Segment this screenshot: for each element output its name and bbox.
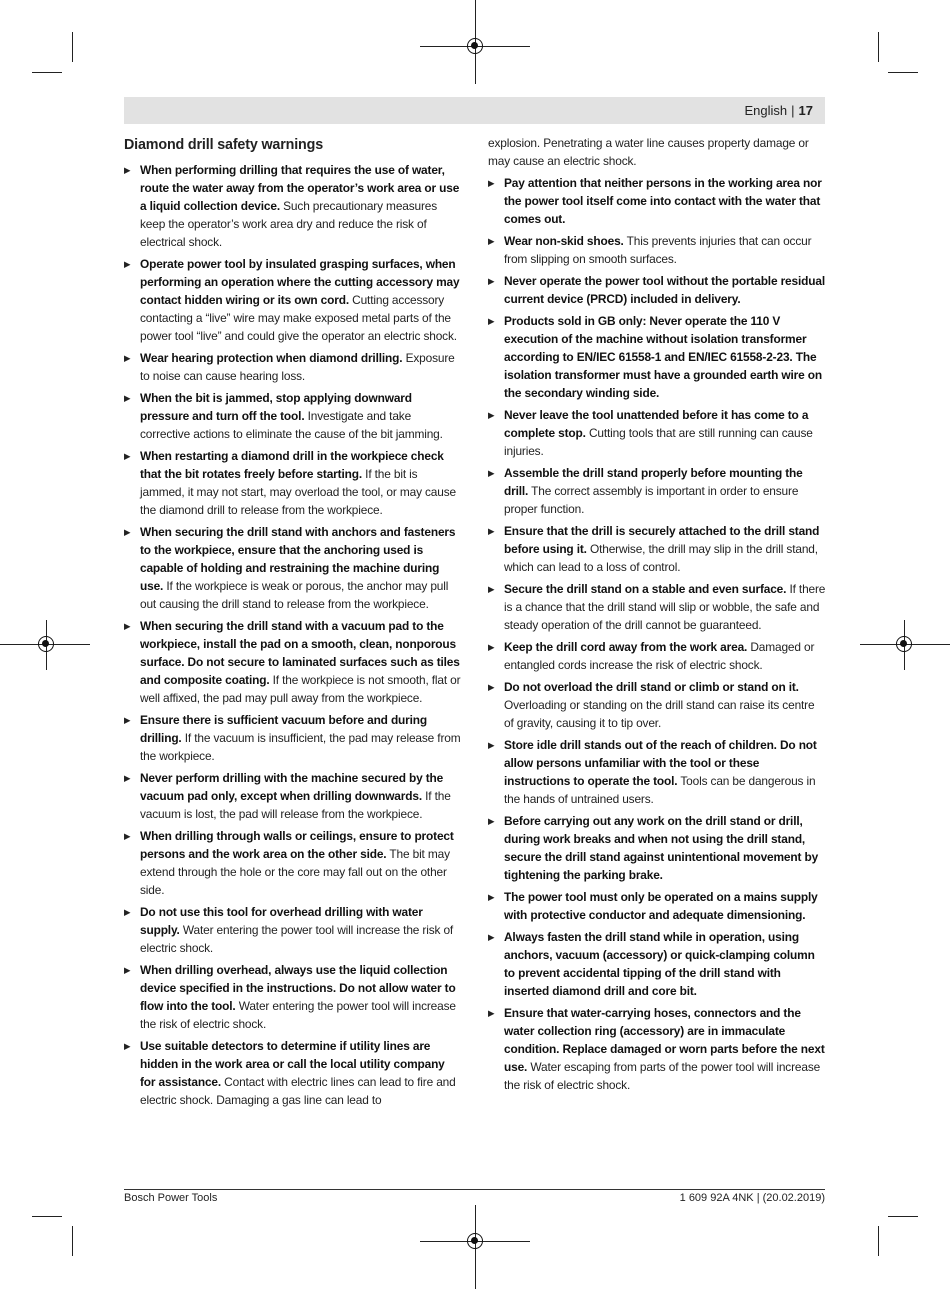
warning-item	[488, 736, 826, 808]
warning-bold: Products sold in GB only: Never operate the 110 V execution of the machine without isolation transformer according to EN/IEC 61558-1 and EN/IEC 61558-2-23. The isolation transformer must have a grounded earth wire on the secondary winding side.	[504, 314, 822, 400]
warning-text: The correct assembly is important in order to ensure proper function.	[504, 484, 799, 516]
warning-text: If the workpiece is not smooth, flat or well affixed, the pad may pull away from the workpiece.	[140, 673, 461, 705]
warning-item	[124, 769, 461, 823]
warning-item	[488, 272, 826, 308]
warning-item	[488, 812, 826, 884]
registration-mark-icon	[38, 636, 54, 652]
warning-bold: When drilling through walls or ceilings, ensure to protect persons and the work area on the other side.	[140, 829, 454, 861]
crop-mark	[888, 1216, 918, 1217]
warning-bold: When the bit is jammed, stop applying downward pressure and turn off the tool.	[140, 391, 412, 423]
warning-item	[124, 161, 461, 251]
crop-mark	[32, 1216, 62, 1217]
section-title: Diamond drill safety warnings	[124, 137, 324, 153]
warning-text: Cutting tools that are still running can cause injuries.	[504, 426, 813, 458]
warning-bold: Never operate the power tool without the portable residual current device (PRCD) included in delivery.	[504, 274, 825, 306]
warning-bold: When restarting a diamond drill in the workpiece check that the bit rotates freely before starting.	[140, 449, 444, 481]
warning-item	[488, 406, 826, 460]
warning-text: Damaged or entangled cords increase the risk of electric shock.	[504, 640, 815, 672]
warning-bold: Use suitable detectors to determine if utility lines are hidden in the work area or call the local utility company for assistance.	[140, 1039, 445, 1089]
warning-bold: Never perform drilling with the machine secured by the vacuum pad only, except when drilling downwards.	[140, 771, 444, 803]
left-column	[124, 135, 461, 1113]
warning-item	[124, 827, 461, 899]
warning-bold: When securing the drill stand with anchors and fasteners to the workpiece, ensure that the anchoring used is capable of holding and restraining the machine during use.	[140, 525, 456, 593]
warning-bold: Wear hearing protection when diamond drilling.	[140, 351, 403, 365]
warning-item	[488, 522, 826, 576]
crop-mark	[72, 32, 73, 62]
page-number: 17	[798, 103, 813, 118]
warning-text: Otherwise, the drill may slip in the drill stand, which can lead to a loss of control.	[504, 542, 818, 574]
crop-mark	[72, 1226, 73, 1256]
warning-text: Tools can be dangerous in the hands of untrained users.	[504, 774, 816, 806]
header-separator: |	[791, 103, 795, 118]
warning-bold: When drilling overhead, always use the liquid collection device specified in the instructions. Do not allow water to flow into the tool.	[140, 963, 456, 1013]
warning-bold: Keep the drill cord away from the work area.	[504, 640, 748, 654]
warning-bold: Do not overload the drill stand or climb or stand on it.	[504, 680, 799, 694]
warning-bold: Assemble the drill stand properly before mounting the drill.	[504, 466, 803, 498]
warning-bold: Before carrying out any work on the drill stand or drill, during work breaks and when not using the drill stand, secure the drill stand against unintentional movement by tightening the parking brake.	[504, 814, 819, 882]
warning-item	[124, 711, 461, 765]
warning-text: If the vacuum is insufficient, the pad may release from the workpiece.	[140, 731, 461, 763]
warning-text: If there is a chance that the drill stand will slip or wobble, the safe and steady operation of the drill cannot be guaranteed.	[504, 582, 826, 632]
warning-bold: Ensure that the drill is securely attached to the drill stand before using it.	[504, 524, 820, 556]
warning-item	[124, 1037, 461, 1109]
warning-text: The bit may extend through the hole or the core may fall out on the other side.	[140, 847, 450, 897]
warning-bold: Ensure there is sufficient vacuum before and during drilling.	[140, 713, 428, 745]
warning-item	[124, 617, 461, 707]
warning-text: Overloading or standing on the drill stand can raise its centre of gravity, causing it to tip over.	[504, 698, 815, 730]
warning-bold: Always fasten the drill stand while in operation, using anchors, vacuum (accessory) or quick-clamping column to prevent accidental tipping of the drill stand with inserted diamond drill and core bit.	[504, 930, 815, 998]
warning-item	[488, 174, 826, 228]
warning-text: If the workpiece is weak or porous, the anchor may pull out causing the drill stand to release from the workpiece.	[140, 579, 449, 611]
warning-item	[124, 349, 461, 385]
warning-item	[124, 903, 461, 957]
warning-item	[124, 389, 461, 443]
footer-divider	[124, 1189, 825, 1190]
crop-mark	[32, 72, 62, 73]
warning-bold: Wear non-skid shoes.	[504, 234, 624, 248]
warning-item	[488, 464, 826, 518]
warning-item	[124, 961, 461, 1033]
warning-item	[488, 312, 826, 402]
warning-bold: Secure the drill stand on a stable and even surface.	[504, 582, 787, 596]
warning-bold: When securing the drill stand with a vacuum pad to the workpiece, install the pad on a smooth, clean, nonporous surface. Do not secure to laminated surfaces such as tiles and composite coating.	[140, 619, 460, 687]
warning-text: Water entering the power tool will increase the risk of electric shock.	[140, 923, 454, 955]
warning-text: Contact with electric lines can lead to fire and electric shock. Damaging a gas line can lead to	[140, 1075, 456, 1107]
warning-item	[124, 255, 461, 345]
warning-text: Exposure to noise can cause hearing loss.	[140, 351, 455, 383]
warning-bold: The power tool must only be operated on a mains supply with protective conductor and adequate dimensioning.	[504, 890, 818, 922]
registration-mark-icon	[467, 38, 483, 54]
warning-bold: Pay attention that neither persons in the working area nor the power tool itself come into contact with the water that comes out.	[504, 176, 822, 226]
warning-bold: Do not use this tool for overhead drilling with water supply.	[140, 905, 423, 937]
warning-bold: Store idle drill stands out of the reach of children. Do not allow persons unfamiliar with the tool or these instructions to operate the tool.	[504, 738, 817, 788]
crop-mark	[878, 32, 879, 62]
warning-text: Such precautionary measures keep the operator’s work area dry and reduce the risk of electrical shock.	[140, 199, 438, 249]
warning-bold: Operate power tool by insulated grasping surfaces, when performing an operation where the cutting accessory may contact hidden wiring or its own cord.	[140, 257, 460, 307]
crop-mark	[878, 1226, 879, 1256]
warning-text: If the bit is jammed, it may not start, may overload the tool, or may cause the diamond drill to release from the workpiece.	[140, 467, 456, 517]
warning-bold: When performing drilling that requires the use of water, route the water away from the operator’s work area or use a liquid collection device.	[140, 163, 460, 213]
warning-text: This prevents injuries that can occur from slipping on smooth surfaces.	[504, 234, 812, 266]
warning-text: Water entering the power tool will increase the risk of electric shock.	[140, 999, 456, 1031]
warning-item	[488, 678, 826, 732]
warning-bold: Ensure that water-carrying hoses, connectors and the water collection ring (accessory) are in immaculate condition. Replace damaged or worn parts before the next use.	[504, 1006, 825, 1074]
warning-bold: Never leave the tool unattended before it has come to a complete stop.	[504, 408, 809, 440]
warning-text: Water escaping from parts of the power tool will increase the risk of electric shock.	[504, 1060, 821, 1092]
warning-text: Investigate and take corrective actions to eliminate the cause of the bit jamming.	[140, 409, 443, 441]
continued-text: explosion. Penetrating a water line causes property damage or may cause an electric shock.	[488, 136, 809, 168]
footer-brand: Bosch Power Tools	[124, 1192, 218, 1204]
page-header	[124, 97, 825, 124]
registration-mark-icon	[467, 1233, 483, 1249]
registration-mark-icon	[896, 636, 912, 652]
warning-item	[488, 888, 826, 924]
crop-mark	[888, 72, 918, 73]
warning-item	[124, 523, 461, 613]
warning-text: Cutting accessory contacting a “live” wire may make exposed metal parts of the power tool “live” and could give the operator an electric shock.	[140, 293, 457, 343]
warning-item	[488, 1004, 826, 1094]
warning-item	[488, 928, 826, 1000]
warning-item	[488, 232, 826, 268]
footer-doc-id: 1 609 92A 4NK | (20.02.2019)	[679, 1192, 825, 1204]
right-column	[488, 134, 826, 1098]
warning-item	[488, 580, 826, 634]
warning-item	[124, 447, 461, 519]
warning-item	[488, 638, 826, 674]
warning-text: If the vacuum is lost, the pad will release from the workpiece.	[140, 789, 451, 821]
language-label: English	[744, 103, 788, 118]
